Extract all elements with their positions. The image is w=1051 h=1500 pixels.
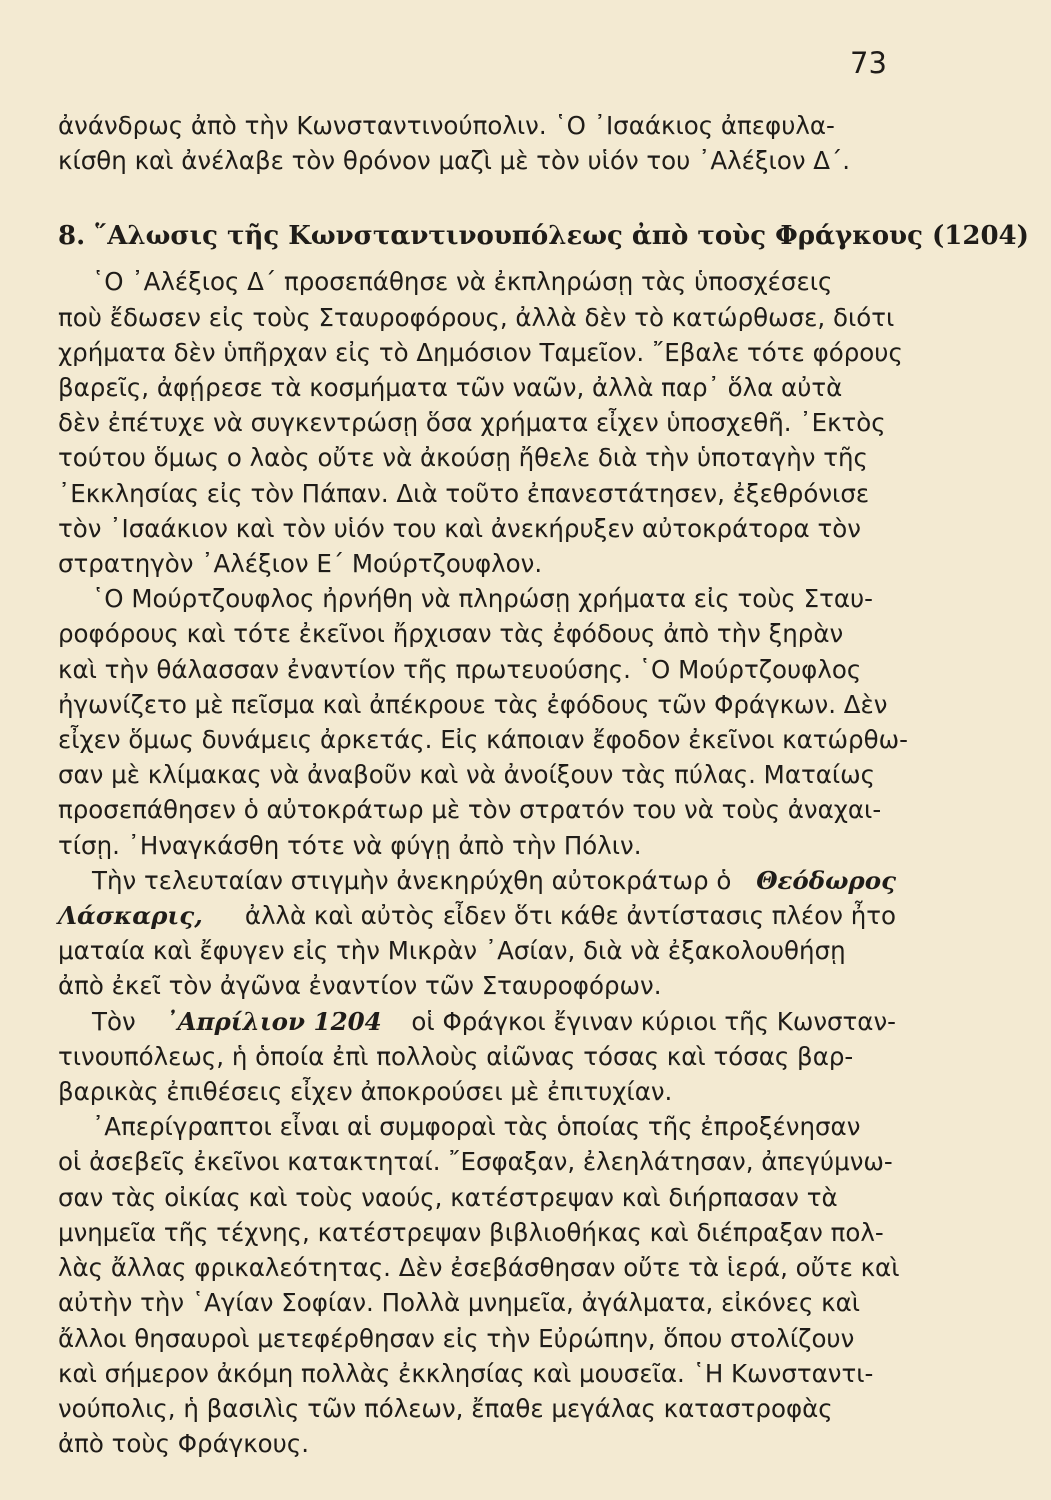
text-line: τὸν ᾿Ισαάκιον καὶ τὸν υἱόν του καὶ ἀνεκήρυξεν αὐτοκράτορα τὸν <box>58 513 861 543</box>
text-line: ποὺ ἔδωσεν εἰς τοὺς Σταυροφόρους, ἀλλὰ δὲν τὸ κατώρθωσε, διότι <box>58 302 895 332</box>
text-line <box>58 1004 896 1039</box>
text-line <box>58 863 896 898</box>
text-span: ἀλλὰ καὶ αὐτὸς εἶδεν ὅτι κάθε ἀντίστασις πλέον ἦτο <box>244 901 896 931</box>
text-line: ῾Ο ᾿Αλέξιος Δ΄ προσεπάθησε νὰ ἐκπληρώσῃ τὰς ὑποσχέσεις <box>92 267 833 297</box>
emphasized-name: Θεόδωρος <box>756 865 896 895</box>
text-line: δὲν ἐπέτυχε νὰ συγκεντρώσῃ ὅσα χρήματα εἶχεν ὑποσχεθῆ. ᾿Εκτὸς <box>58 408 886 438</box>
text-line: τούτου ὅμως ο λαὸς οὔτε νὰ ἀκούσῃ ἤθελε διὰ τὴν ὑποταγὴν τῆς <box>58 443 868 473</box>
text-span: οἱ Φράγκοι ἔγιναν κύριοι τῆς Κωνσταν- <box>411 1006 896 1036</box>
text-line: τινουπόλεως, ἡ ὁποία ἐπὶ πολλοὺς αἰῶνας τόσας καὶ τόσας βαρ- <box>58 1041 854 1071</box>
page-text <box>58 108 1029 1461</box>
text-line: καὶ σήμερον ἀκόμη πολλὰς ἐκκλησίας καὶ μουσεῖα. ῾Η Κωνσταντι- <box>58 1358 874 1388</box>
text-span: Τὴν τελευταίαν στιγμὴν ἀνεκηρύχθη αὐτοκράτωρ ὁ <box>92 865 732 895</box>
text-line: ἀνάνδρως ἀπὸ τὴν Κωνσταντινούπολιν. ῾Ο ᾿Ισαάκιος ἀπεφυλα- <box>58 111 835 140</box>
text-line: λὰς ἄλλας φρικαλεότητας. Δὲν ἐσεβάσθησαν οὔτε τὰ ἱερά, οὔτε καὶ <box>58 1253 900 1283</box>
text-line: προσεπάθησεν ὁ αὐτοκράτωρ μὲ τὸν στρατόν του νὰ τοὺς ἀναχαι- <box>58 795 882 825</box>
text-line: ἄλλοι θησαυροὶ μετεφέρθησαν εἰς τὴν Εὐρώπην, ὅπου στολίζουν <box>58 1323 855 1353</box>
text-line: τίσῃ. ᾿Ηναγκάσθη τότε νὰ φύγῃ ἀπὸ τὴν Πόλιν. <box>58 830 642 860</box>
emphasized-date: ᾿Απρίλιον 1204 <box>165 1006 382 1036</box>
text-line: σαν τὰς οἰκίας καὶ τοὺς ναούς, κατέστρεψαν καὶ διήρπασαν τὰ <box>58 1182 838 1212</box>
text-line <box>58 898 896 933</box>
text-line: στρατηγὸν ᾿Αλέξιον Ε΄ Μούρτζουφλον. <box>58 549 543 579</box>
text-line: βαρεῖς, ἀφῄρεσε τὰ κοσμήματα τῶν ναῶν, ἀλλὰ παρ᾿ ὅλα αὐτὰ <box>58 373 843 403</box>
text-span: Τὸν <box>92 1006 136 1036</box>
text-line: χρήματα δὲν ὑπῆρχαν εἰς τὸ Δημόσιον Ταμεῖον. ῎Εβαλε τότε φόρους <box>58 337 903 367</box>
emphasized-name: Λάσκαρις, <box>58 901 203 931</box>
text-line: ᾿Απερίγραπτοι εἶναι αἱ συμφοραὶ τὰς ὁποίας τῆς ἐπροξένησαν <box>92 1112 861 1142</box>
text-line: οἱ ἀσεβεῖς ἐκεῖνοι κατακτηταί. ῎Εσφαξαν, ἐλεηλάτησαν, ἀπεγύμνω- <box>58 1147 893 1177</box>
text-line: καὶ τὴν θάλασσαν ἐναντίον τῆς πρωτευούσης. ῾Ο Μούρτζουφλος <box>58 654 862 684</box>
text-line: ἠγωνίζετο μὲ πεῖσμα καὶ ἀπέκρουε τὰς ἐφόδους τῶν Φράγκων. Δὲν <box>58 689 888 719</box>
text-line: ῾Ο Μούρτζουφλος ἠρνήθη νὰ πληρώσῃ χρήματα εἰς τοὺς Σταυ- <box>92 584 873 614</box>
page-number: 73 <box>850 46 887 80</box>
text-line: ματαία καὶ ἔφυγεν εἰς τὴν Μικρὰν ᾿Ασίαν, διὰ νὰ ἐξακολουθήσῃ <box>58 936 846 966</box>
text-line: ἀπὸ τοὺς Φράγκους. <box>58 1429 310 1459</box>
text-line: αὐτὴν τὴν ῾Αγίαν Σοφίαν. Πολλὰ μνημεῖα, ἀγάλματα, εἰκόνες καὶ <box>58 1288 861 1318</box>
text-line: βαρικὰς ἐπιθέσεις εἶχεν ἀποκρούσει μὲ ἐπιτυχίαν. <box>58 1077 673 1107</box>
text-line: ἀπὸ ἐκεῖ τὸν ἀγῶνα ἐναντίον τῶν Σταυροφόρων. <box>58 971 662 1001</box>
text-line: εἶχεν ὅμως δυνάμεις ἀρκετάς. Εἰς κάποιαν ἔφοδον ἐκεῖνοι κατώρθω- <box>58 725 908 755</box>
text-line: κίσθη καὶ ἀνέλαβε τὸν θρόνον μαζὶ μὲ τὸν υἱόν του ᾿Αλέξιον Δ΄. <box>58 146 851 176</box>
text-line: σαν μὲ κλίμακας νὰ ἀναβοῦν καὶ νὰ ἀνοίξουν τὰς πύλας. Ματαίως <box>58 760 876 790</box>
text-line: νούπολις, ἡ βασιλὶς τῶν πόλεων, ἔπαθε μεγάλας καταστροφὰς <box>58 1393 833 1423</box>
text-line: ροφόρους καὶ τότε ἐκεῖνοι ἤρχισαν τὰς ἐφόδους ἀπὸ τὴν ξηρὰν <box>58 619 844 649</box>
text-line: μνημεῖα τῆς τέχνης, κατέστρεψαν βιβλιοθήκας καὶ διέπραξαν πολ- <box>58 1217 884 1247</box>
text-line: ᾿Εκκλησίας εἰς τὸν Πάπαν. Διὰ τοῦτο ἐπανεστάτησεν, ἐξεθρόνισε <box>58 478 870 508</box>
section-heading: 8. ῞Αλωσις τῆς Κωνσταντινουπόλεως ἀπὸ τοὺς Φράγκους (1204) <box>58 221 1029 252</box>
